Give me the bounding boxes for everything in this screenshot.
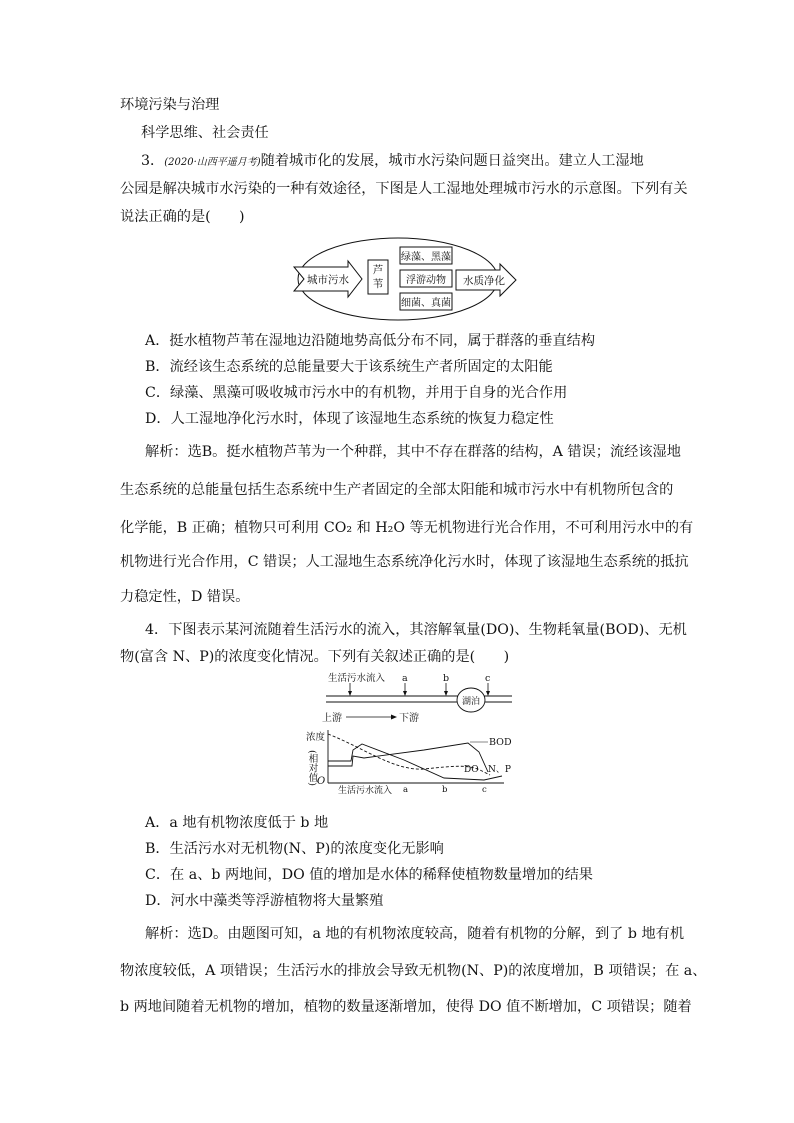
- q3-option-d: D．人工湿地净化污水时，体现了该湿地生态系统的恢复力稳定性: [145, 411, 554, 427]
- site-c-label: c: [485, 673, 491, 684]
- q3-option-c: C．绿藻、黑藻可吸收城市污水中的有机物，并用于自身的光合作用: [145, 385, 568, 401]
- q4-option-a: A．a 地有机物浓度低于 b 地: [145, 815, 329, 831]
- output-label: 水质净化: [463, 275, 505, 287]
- downstream-label: 下游: [399, 713, 419, 724]
- y-axis-label-1: 浓度: [306, 732, 326, 743]
- q4-analysis-line2: 物浓度较低，A 项错误；生活污水的排放会导致无机物(N、P)的浓度增加，B 项错误；在 a、: [120, 963, 707, 979]
- x-axis-label: 生活污水流入: [338, 786, 393, 796]
- origin-label: O: [317, 776, 326, 787]
- q3-analysis-line2: 生态系统的总能量包括生态系统中生产者固定的全部太阳能和城市污水中有机物所包含的: [120, 482, 674, 498]
- q4-option-c: C．在 a、b 两地间，DO 值的增加是水体的稀释使植物数量增加的结果: [145, 867, 593, 883]
- q4-option-b: B．生活污水对无机物(N、P)的浓度变化无影响: [145, 841, 444, 857]
- q3-analysis-line5: 力稳定性，D 错误。: [120, 589, 250, 605]
- q3-number: 3．: [141, 153, 165, 169]
- q3-stem-line2: 公园是解决城市水污染的一种有效途径，下图是人工湿地处理城市污水的示意图。下列有关: [120, 181, 688, 197]
- lake-label: 湖泊: [461, 697, 481, 707]
- bod-label: BOD: [489, 737, 512, 748]
- zooplankton-label: 浮游动物: [406, 275, 446, 286]
- q3-option-b: B．流经该生态系统的总能量要大于该系统生产者所固定的太阳能: [145, 359, 553, 375]
- river-diagram: [304, 668, 526, 808]
- x-tick-a: a: [403, 785, 409, 795]
- q3-analysis-line4: 机物进行光合作用，C 错误；人工湿地生态系统净化污水时，体现了该湿地生态系统的抵抗: [120, 554, 689, 570]
- q3-stem-line1: [141, 152, 644, 172]
- reed-label-2: 苇: [372, 278, 384, 290]
- reed-label-1: 芦: [372, 264, 384, 276]
- algae-label: 绿藻、黑藻: [401, 252, 451, 263]
- x-tick-b: b: [442, 785, 448, 795]
- q4-option-d: D．河水中藻类等浮游植物将大量繁殖: [145, 893, 384, 909]
- q3-stem-line3: 说法正确的是( ): [120, 209, 245, 225]
- q3-stem-text: 随着城市化的发展，城市水污染问题日益突出。建立人工湿地: [260, 153, 644, 169]
- x-tick-c: c: [482, 785, 487, 795]
- q4-analysis-line1: 解析：选D。由题图可知，a 地的有机物浓度较高，随着有机物的分解，到了 b 地有机: [145, 926, 685, 942]
- microbe-label: 细菌、真菌: [401, 298, 451, 309]
- q3-analysis-line3: 化学能，B 正确；植物只可利用 CO₂ 和 H₂O 等无机物进行光合作用，不可利用污水中的有: [120, 520, 694, 536]
- upstream-label: 上游: [322, 713, 342, 724]
- section-title: 环境污染与治理: [120, 97, 220, 113]
- q4-stem-line1: 4．下图表示某河流随着生活污水的流入，其溶解氧量(DO)、生物耗氧量(BOD)、无机: [145, 622, 687, 638]
- q4-analysis-line3: b 两地间随着无机物的增加，植物的数量逐渐增加，使得 DO 值不断增加，C 项错误；随着: [120, 999, 692, 1015]
- competency-label: 科学思维、社会责任: [141, 125, 269, 141]
- q4-stem-line2: 物(富含 N、P)的浓度变化情况。下列有关叙述正确的是( ): [120, 649, 510, 665]
- inflow-label: 生活污水流入: [328, 673, 386, 684]
- q3-option-a: A．挺水植物芦苇在湿地边沿随地势高低分布不同，属于群落的垂直结构: [145, 333, 596, 349]
- q3-source: (2020·山西平遥月考): [164, 157, 261, 168]
- site-a-label: a: [402, 673, 408, 684]
- input-label: 城市污水: [307, 274, 349, 286]
- q3-analysis-line1: 解析：选B。挺水植物芦苇为一个种群，其中不存在群落的结构，A 错误；流经该湿地: [145, 444, 681, 460]
- y-axis-label-2: (相对值): [306, 750, 318, 786]
- np-label: N、P: [488, 765, 511, 775]
- do-label: DO: [464, 765, 479, 775]
- wetland-diagram: [290, 234, 530, 324]
- site-b-label: b: [443, 673, 450, 684]
